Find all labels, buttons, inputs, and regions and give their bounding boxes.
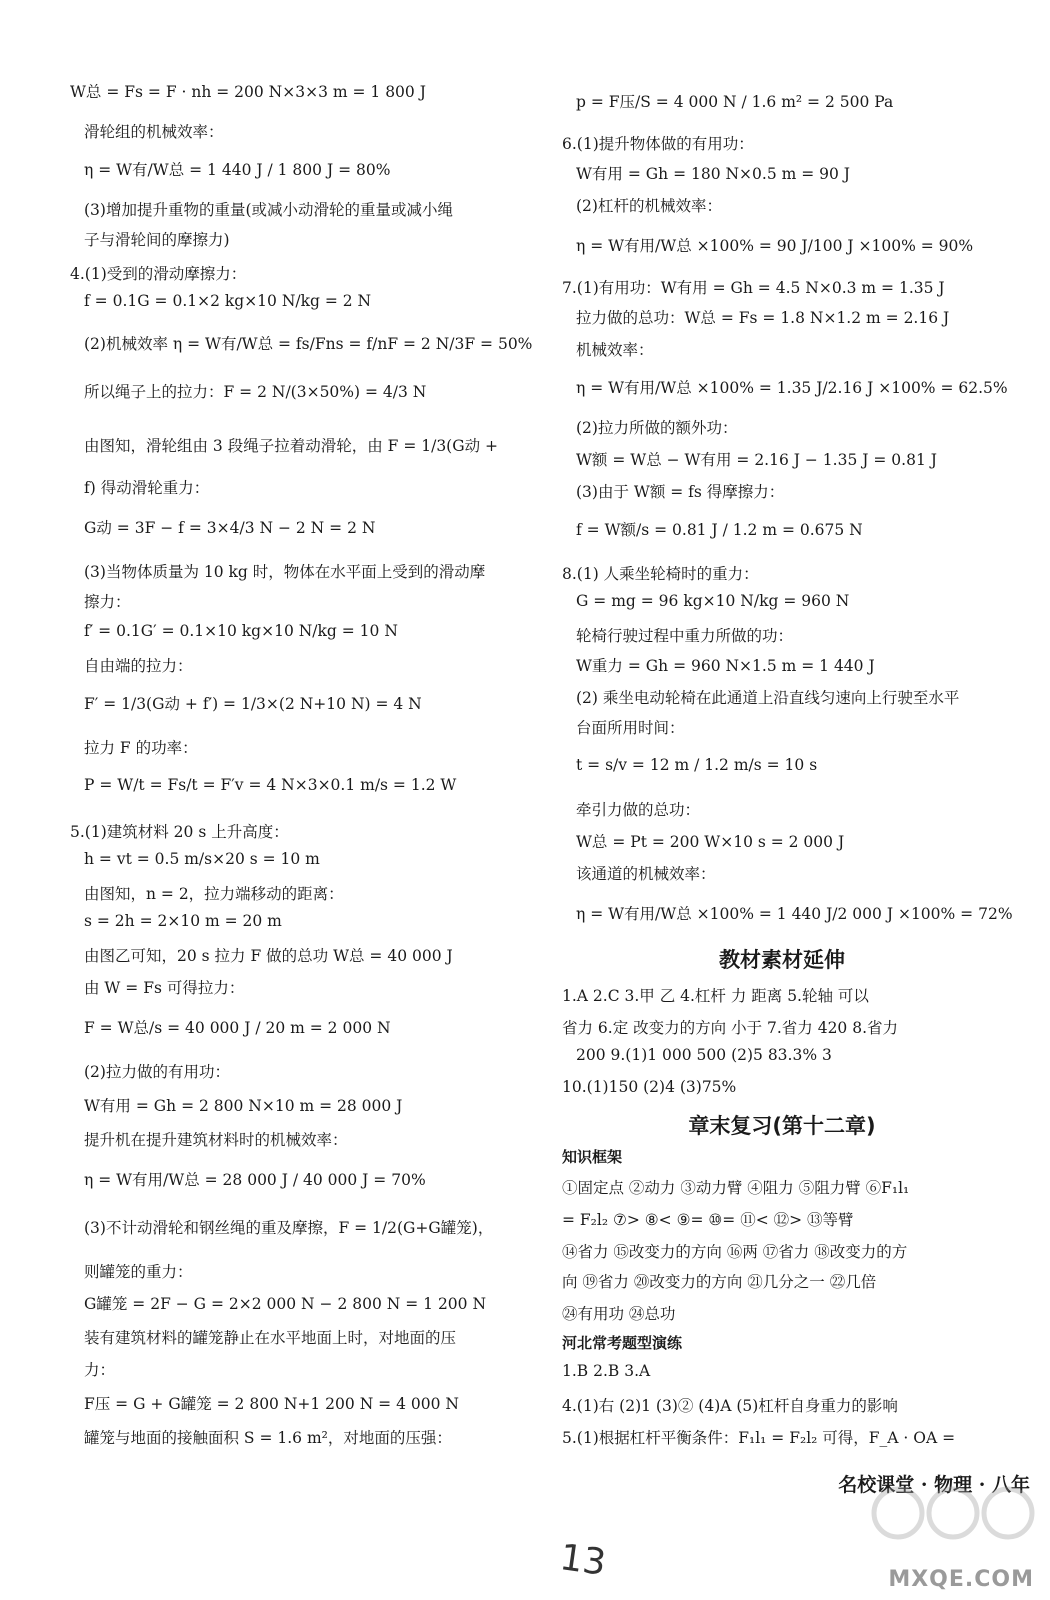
formula-line: η = W有用/W总 ×100% = 1 440 J/2 000 J ×100% = 72%: [576, 905, 1013, 923]
formula-line: F′ = 1/3(G动 + f′) = 1/3×(2 N+10 N) = 4 N: [84, 695, 422, 713]
formula-line: (2)机械效率 η = W有/W总 = fs/Fns = f/nF = 2 N/3F = 50%: [84, 335, 533, 353]
text-line: 提升机在提升建筑材料时的机械效率：: [84, 1131, 348, 1149]
formula-line: 所以绳子上的拉力：F = 2 N/(3×50%) = 4/3 N: [84, 383, 427, 401]
text-line: 罐笼与地面的接触面积 S = 1.6 m²，对地面的压强：: [84, 1429, 452, 1447]
formula-line: s = 2h = 2×10 m = 20 m: [84, 912, 282, 930]
text-line: 擦力：: [84, 593, 131, 611]
formula-line: f′ = 0.1G′ = 0.1×10 kg×10 N/kg = 10 N: [84, 622, 398, 640]
formula-line: W总 = Pt = 200 W×10 s = 2 000 J: [576, 833, 845, 851]
text-line: 由图知，滑轮组由 3 段绳子拉着动滑轮，由 F = 1/3(G动 +: [84, 437, 499, 455]
text-line: 轮椅行驶过程中重力所做的功：: [576, 627, 794, 645]
formula-line: p = F压/S = 4 000 N / 1.6 m² = 2 500 Pa: [576, 93, 894, 111]
formula-line: P = W/t = Fs/t = F′v = 4 N×3×0.1 m/s = 1.2 W: [84, 776, 457, 794]
answer-line: 4.(1)右 (2)1 (3)② (4)A (5)杠杆自身重力的影响: [562, 1397, 898, 1415]
section-title: 教材素材延伸: [719, 948, 845, 972]
text-line: 台面所用时间：: [576, 719, 685, 737]
formula-line: W额 = W总 − W有用 = 2.16 J − 1.35 J = 0.81 J: [576, 451, 937, 469]
formula-line: η = W有用/W总 ×100% = 1.35 J/2.16 J ×100% = 62.5%: [576, 379, 1008, 397]
answer-line: ⑭省力 ⑮改变力的方向 ⑯两 ⑰省力 ⑱改变力的方: [562, 1243, 908, 1261]
text-line: (2)拉力做的有用功：: [84, 1063, 230, 1081]
text-line: (2) 乘坐电动轮椅在此通道上沿直线匀速向上行驶至水平: [576, 689, 960, 707]
text-line: 自由端的拉力：: [84, 657, 193, 675]
formula-line: G罐笼 = 2F − G = 2×2 000 N − 2 800 N = 1 200 N: [84, 1295, 487, 1313]
text-line: (2)杠杆的机械效率：: [576, 197, 722, 215]
answer-line: 1.A 2.C 3.甲 乙 4.杠杆 力 距离 5.轮轴 可以: [562, 987, 869, 1005]
text-line: W总 = Fs = F · nh = 200 N×3×3 m = 1 800 J: [70, 83, 426, 101]
text-line: 滑轮组的机械效率：: [84, 123, 224, 141]
question-4-line: 4.(1)受到的滑动摩擦力：: [70, 265, 247, 283]
subsection-title: 河北常考题型演练: [562, 1334, 683, 1352]
formula-line: G动 = 3F − f = 3×4/3 N − 2 N = 2 N: [84, 519, 376, 537]
formula-line: W重力 = Gh = 960 N×1.5 m = 1 440 J: [576, 657, 875, 675]
answer-line: 1.B 2.B 3.A: [562, 1362, 651, 1380]
answer-line: 省力 6.定 改变力的方向 小于 7.省力 420 8.省力: [562, 1019, 899, 1037]
question-6-line: 6.(1)提升物体做的有用功：: [562, 135, 754, 153]
formula-line: t = s/v = 12 m / 1.2 m/s = 10 s: [576, 756, 818, 774]
text-line: f) 得动滑轮重力：: [84, 479, 210, 497]
answer-line: ㉔有用功 ㉔总功: [562, 1305, 676, 1323]
formula-line: 拉力做的总功：W总 = Fs = 1.8 N×1.2 m = 2.16 J: [576, 309, 950, 327]
formula-line: G = mg = 96 kg×10 N/kg = 960 N: [576, 592, 850, 610]
text-line: (3)当物体质量为 10 kg 时，物体在水平面上受到的滑动摩: [84, 563, 486, 581]
formula-line: η = W有用/W总 = 28 000 J / 40 000 J = 70%: [84, 1171, 426, 1189]
watermark-logo-icon: [868, 1468, 1038, 1578]
section-title: 章末复习(第十二章): [688, 1114, 876, 1138]
watermark-text: MXQE.COM: [888, 1567, 1034, 1592]
formula-line: h = vt = 0.5 m/s×20 s = 10 m: [84, 850, 320, 868]
text-line: 机械效率：: [576, 341, 654, 359]
formula-line: W有用 = Gh = 180 N×0.5 m = 90 J: [576, 165, 851, 183]
formula-line: f = W额/s = 0.81 J / 1.2 m = 0.675 N: [576, 521, 863, 539]
text-line: 子与滑轮间的摩擦力): [84, 231, 230, 249]
question-5-line: 5.(1)建筑材料 20 s 上升高度：: [70, 823, 289, 841]
formula-line: W有用 = Gh = 2 800 N×10 m = 28 000 J: [84, 1097, 403, 1115]
answer-line: 10.(1)150 (2)4 (3)75%: [562, 1078, 737, 1096]
answer-line: 向 ⑲省力 ⑳改变力的方向 ㉑几分之一 ㉒几倍: [562, 1273, 877, 1291]
formula-line: F压 = G + G罐笼 = 2 800 N+1 200 N = 4 000 N: [84, 1395, 459, 1413]
text-line: (2)拉力所做的额外功：: [576, 419, 738, 437]
subsection-title: 知识框架: [562, 1148, 623, 1166]
formula-line: f = 0.1G = 0.1×2 kg×10 N/kg = 2 N: [84, 292, 372, 310]
text-line: 由 W = Fs 可得拉力：: [84, 979, 245, 997]
text-line: 力：: [84, 1361, 116, 1379]
answer-line: 5.(1)根据杠杆平衡条件：F₁l₁ = F₂l₂ 可得，F_A · OA =: [562, 1429, 956, 1447]
page-number: 13: [557, 1537, 609, 1584]
formula-line: η = W有用/W总 ×100% = 90 J/100 J ×100% = 90%: [576, 237, 974, 255]
question-7-line: 7.(1)有用功：W有用 = Gh = 4.5 N×0.3 m = 1.35 J: [562, 279, 945, 297]
book-footer: 名校课堂 · 物理 · 八年: [838, 1474, 1030, 1496]
text-line: (3)由于 W额 = fs 得摩擦力：: [576, 483, 785, 501]
text-line: 装有建筑材料的罐笼静止在水平地面上时，对地面的压: [84, 1329, 457, 1347]
formula-line: F = W总/s = 40 000 J / 20 m = 2 000 N: [84, 1019, 391, 1037]
text-line: 由图乙可知，20 s 拉力 F 做的总功 W总 = 40 000 J: [84, 947, 453, 965]
text-line: 拉力 F 的功率：: [84, 739, 198, 757]
answer-line: ①固定点 ②动力 ③动力臂 ④阻力 ⑤阻力臂 ⑥F₁l₁: [562, 1179, 910, 1197]
text-line: 该通道的机械效率：: [576, 865, 716, 883]
answer-line: = F₂l₂ ⑦> ⑧< ⑨= ⑩= ⑪< ⑫> ⑬等臂: [562, 1211, 854, 1229]
text-line: (3)不计动滑轮和钢丝绳的重及摩擦，F = 1/2(G+G罐笼)，: [84, 1219, 494, 1237]
question-8-line: 8.(1) 人乘坐轮椅时的重力：: [562, 565, 759, 583]
answer-line: 200 9.(1)1 000 500 (2)5 83.3% 3: [576, 1046, 832, 1064]
text-line: (3)增加提升重物的重量(或减小动滑轮的重量或减小绳: [84, 201, 454, 219]
text-line: 则罐笼的重力：: [84, 1263, 193, 1281]
text-line: 由图知，n = 2，拉力端移动的距离：: [84, 885, 344, 903]
formula-line: η = W有/W总 = 1 440 J / 1 800 J = 80%: [84, 161, 391, 179]
text-line: 牵引力做的总功：: [576, 801, 701, 819]
